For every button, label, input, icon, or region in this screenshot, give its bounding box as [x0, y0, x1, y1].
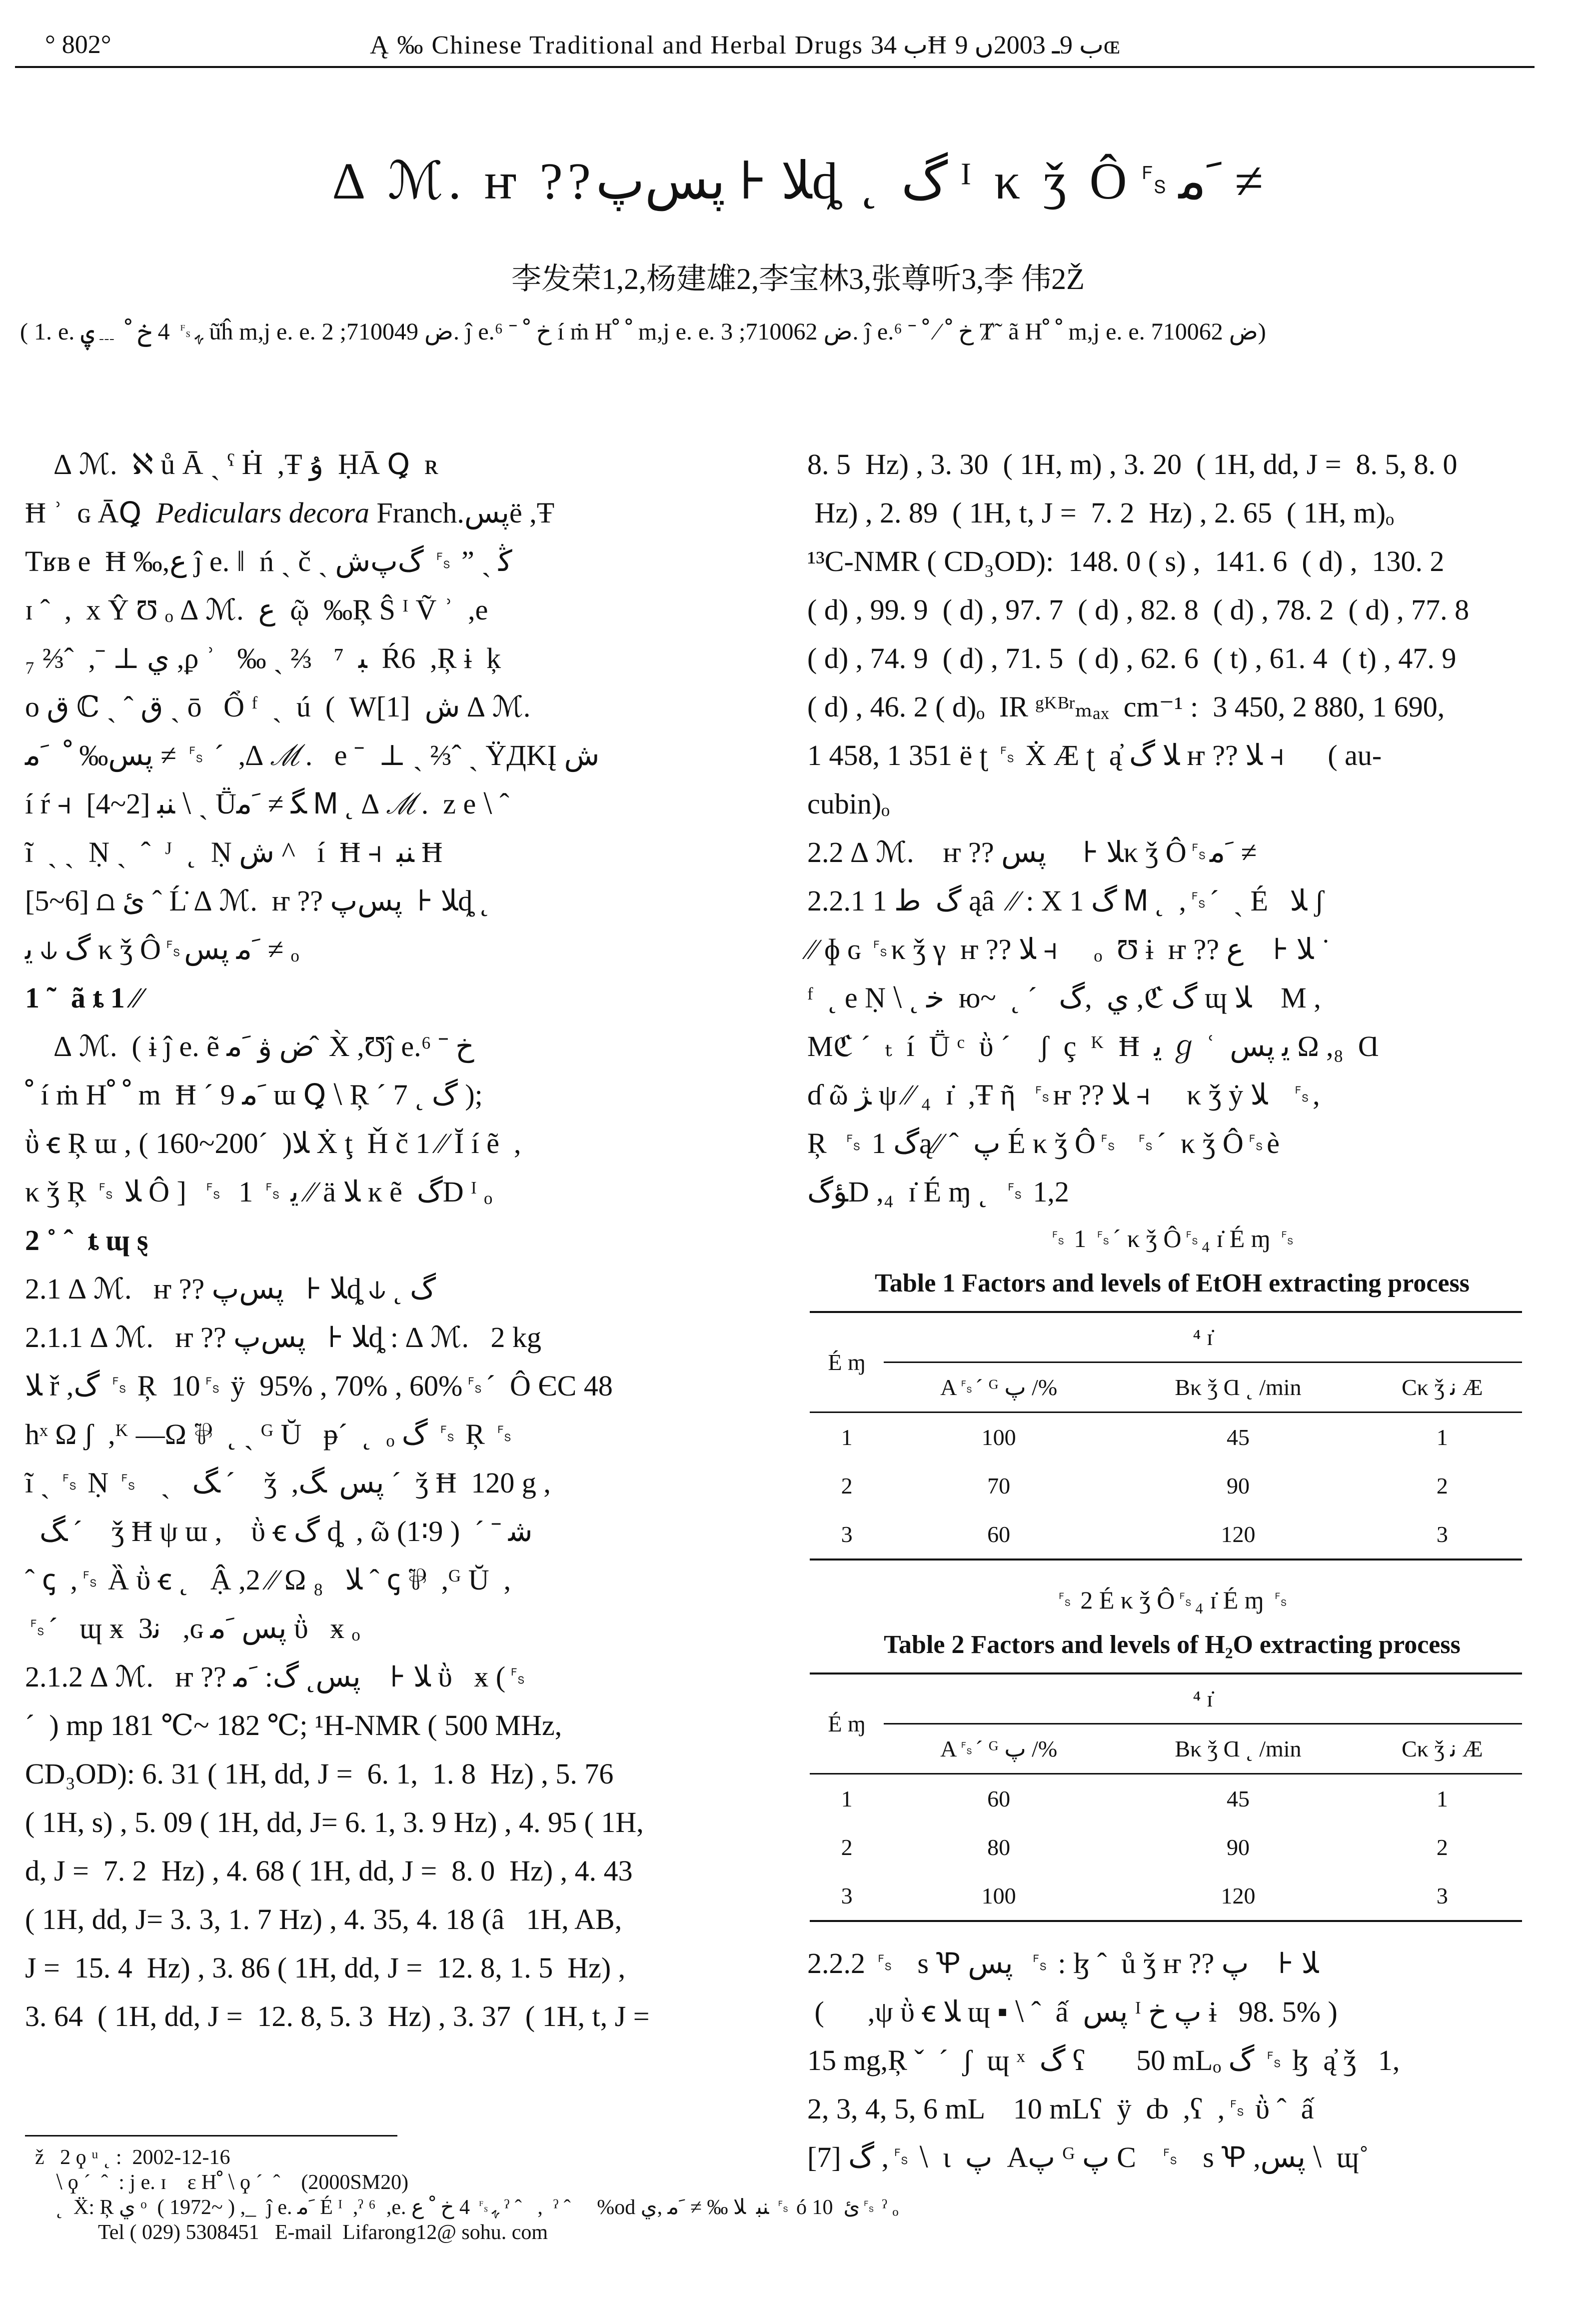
body-line: Ŗ ␜ 1 ﮒą⁄⁄ ˆ ﭖ É κ ǯ Ô␜ ␜ˊ κ ǯ Ô␜è	[807, 1127, 1280, 1160]
table2	[810, 1672, 1522, 1922]
table-row	[810, 1823, 1522, 1872]
body-line: CD₃OD): 6. 31 ( 1H, dd, J = 6. 1, 1. 8 Hz) , 5. 76	[25, 1758, 614, 1790]
body-line: Franch.پسë ,Ŧ	[369, 496, 555, 529]
table-cell: 2	[1436, 1834, 1448, 1860]
body-line: گ [7] ,␜ ⧵ ɩ ﭖ Aﭖ ᴳ ﭖ C ␜ s Ꝕ ,پس ⧵ ɰ˚	[807, 2141, 1369, 2174]
table-row	[810, 1412, 1522, 1462]
table1-caption-en: Table 1 Factors and levels of EtOH extracting process	[874, 1269, 1470, 1298]
table2-caption-cn: ␜ 2 É κ ǯ Ô␜₄ ɪ̇ É ɱ ␜	[1054, 1586, 1291, 1614]
footnote-line: ž 2 ϙ ᵘ ˛ : 2002-12-16	[35, 2146, 230, 2169]
body-line: ( d) , 99. 9 ( d) , 97. 7 ( d) , 82. 8 ( d) , 78. 2 ( d) , 77. 8	[807, 594, 1470, 626]
table-row	[810, 1872, 1522, 1921]
page-number: ° 802°	[45, 30, 111, 59]
body-line: ɗ ῶ ﮋ ψ ⁄⁄ ₄ ɪ̇ ,Ŧ ῆ ␜ҥ ?? ﻼ ⫞ κ ǯ ẏ ﻼ ␜,	[807, 1078, 1320, 1111]
body-line: d, J = 7. 2 Hz) , 4. 68 ( 1H, dd, J = 8. 0 Hz) , 4. 43	[25, 1854, 633, 1887]
body-line: 2.1 ∆ ℳ. ҥ ?? ﻼ ⫞ پسﭖȡ ⫝ ˛ گ	[25, 1272, 436, 1305]
running-header	[30, 20, 1545, 80]
footnote-rule	[25, 2135, 397, 2136]
body-line: ( d) , 74. 9 ( d) , 71. 5 ( d) , 62. 6 ( t) , 61. 4 ( t) , 47. 9	[807, 642, 1457, 674]
body-line: κ ǯ Ŗ ␜ ﻼ Ô ] ␜ ﻳ ␜ 1 ⁄⁄ ä ﻼ ĸ ẽ ﮒD ᴵ ₒ	[25, 1176, 492, 1208]
footnote-line: ⧵ ϙ ˊ ˆ : j e. ɪ ɛ Hﹾ ⧵ ϙ ˊ ˆ (2000SM20)	[35, 2171, 409, 2194]
table1-caption-cn: ␜ 1 ␜ˊ κ ǯ Ô␜₄ ɪ̇ É ɱ ␜	[1047, 1224, 1297, 1252]
table2-factor-header: ⁴ ɪ̇	[884, 1674, 1522, 1724]
table-cell: 2	[841, 1834, 853, 1860]
table2-col-b: Bκ ǯ Ɑ ˛ /min	[1114, 1724, 1362, 1774]
table-cell: 80	[987, 1834, 1011, 1860]
article-title: ∆ ℳ. ҥ ??ﻼ ⫞ پسﭖȡ ˛ گ ᴵ κ ǯ Ô␜ﹶﻣ ≠	[332, 152, 1264, 210]
table-cell: 60	[884, 1510, 1114, 1560]
table-cell: 3	[810, 1510, 884, 1560]
body-line: ﻼ ř ,ﮒ ␜ Ŗ 10␜ ÿ 95% , 70% , 60%␜ˊ Ô ЄC 48	[25, 1370, 613, 1402]
body-line: ɪ ˆ , x Ŷ Ʊ ₒ ∆ ℳ. ﻉ ῷ ‰Ŗ Ŝ ᴵ Ṽ ʾ ,e	[25, 594, 488, 626]
body-line: ₇ ⅔ˆ ,ˉ ⊥ ﻱ ,ϼ ʾ ‰ ˎ ⅔ ⁷ ﺒ Ŕ6 ,Ŗ ɨ ķ	[25, 642, 501, 674]
table-cell: 1	[841, 1424, 853, 1450]
author-list: 李发荣1,2,杨建雄2,李宝林3,张尊听3,李 伟2Ž	[511, 262, 1085, 296]
body-line: 2.1.1 ∆ ℳ. ҥ ?? ﻼ ⫞ پسﭖȡ : ∆ ℳ. 2 kg	[25, 1321, 541, 1354]
table2-col-c: Cκ ǯ ﻧ Æ	[1363, 1724, 1522, 1774]
body-line: [5~6] ⩍ ﺉ ˆ Ĺ̇ ∆ ℳ. ҥ ?? ﻼ ⫞ پسﭖȡ ˛	[25, 884, 490, 917]
table-row	[810, 1462, 1522, 1510]
table-cell: 60	[987, 1786, 1011, 1812]
header-rule	[15, 66, 1535, 68]
table1	[810, 1311, 1522, 1560]
body-line: 2.1.2 ∆ ℳ. ҥ ?? ﻼ ⫞ پس˛ گ: ﹶﻣ ῢ ӿ (␜	[25, 1660, 529, 1693]
section-heading: 2 ˚ ˆ ȶ ɰ ȿ	[25, 1224, 148, 1256]
body-line: ␜ˊ ɰ ӿ 3ﻧ ,ɢ پس ﹶﻣ ῢ ӿ ₒ	[25, 1612, 360, 1644]
table-cell: 1	[841, 1786, 853, 1812]
body-line: 2.2.1 1 ﮒ ﻁ ąȃ ⁄⁄ : X 1 ﮒ Ꮇ ˛ ,␜ˊ ˎ É ﻼ ʃ	[807, 884, 1324, 917]
table-cell: 3	[1363, 1510, 1522, 1560]
table-cell: 90	[1226, 1473, 1250, 1498]
body-line: ∆ ℳ. ( ɨ ĵ e. ẽ ض ۋ ﹶﻣ ̂ X̀ ,Ʊĵ e.⁶ ˉ خ	[25, 1030, 474, 1062]
table-cell: 1	[1436, 1424, 1448, 1450]
body-line: 2, 3, 4, 5, 6 mL 10 mLʕ ÿ ȸ ,ʕ ,␜ ῢ ˆ ấ	[807, 2092, 1314, 2125]
table1-col-b: Bκ ǯ Ɑ ˛ /min	[1114, 1362, 1362, 1412]
table-cell: 45	[1226, 1786, 1250, 1812]
right-column-text-top	[807, 440, 1537, 1216]
body-line: ( d) , 46. 2 ( d)ₒ IR ᵍᴷᴮʳₘₐₓ cm⁻¹ : 3 450, 2 880, 1 690,	[807, 690, 1445, 723]
body-line: Tʁʙ e Ħ ‰,ﻉ ĵ e. ǁ ń ˎ č ˎ ﯕ ˎ ” ␜ ﮒپﺵ	[25, 545, 512, 578]
body-line: ( 1H, dd, J= 3. 3, 1. 7 Hz) , 4. 35, 4. 18 (ȃ 1H, AB,	[25, 1903, 622, 1936]
body-line: ﺆﮒD ,₄ ɪ̇ É ɱ ˛ ␜ 1,2	[807, 1176, 1069, 1208]
body-line: J = 15. 4 Hz) , 3. 86 ( 1H, dd, J = 12. 8, 1. 5 Hz) ,	[25, 1952, 626, 1984]
body-line: Mℭ ˊ ₜ í Ṻ ᶜ ῢ ˊ ʃ ç ᴷ Ħ ﻳ ℊ ʿ ﻳ پس Ω ,₈ Ɑ	[807, 1030, 1379, 1062]
table-cell: 100	[981, 1424, 1016, 1450]
table-row	[810, 1774, 1522, 1824]
body-line: ˆ ꞔ ,␜ Ȁ ῢ ꞓ ˛ Ậ ,2 ⁄⁄ Ω ₈ ﻼ ˆ ꞔ ⅌ ,ᴳ Ŭ ,	[25, 1564, 511, 1596]
table-cell: 45	[1226, 1424, 1250, 1450]
table-cell: 3	[1363, 1872, 1522, 1921]
section-heading: 1 ˜ ã ȶ 1 ⁄⁄	[25, 982, 142, 1014]
table-cell: 3	[810, 1872, 884, 1921]
body-line: Ħ ʾ ɢ ĀꝖ	[25, 496, 156, 529]
table2-level-header: É ɱ	[810, 1674, 884, 1774]
body-line: ĩ ˎ ␜ Ṇ ␜ ˎ ﮓ ˊ ǯ ,پس ﮓ ˊ ǯ Ħ 120 g ,	[25, 1466, 551, 1499]
table-cell: 2	[1436, 1473, 1448, 1498]
body-line: Hz) , 2. 89 ( 1H, t, J = 7. 2 Hz) , 2. 65 ( 1H, m)ₒ	[807, 496, 1394, 529]
right-column	[807, 440, 1537, 2182]
table1-col-a: A␜ˊ ᴳ ﭖ /%	[884, 1362, 1114, 1412]
body-line: o ق ℂ ˎ ˆ ق ˎ ō Ổ ᶠ ˏ ú ( Wﺵ [1] ∆ ℳ.	[25, 690, 531, 723]
affiliation: ( 1. e. ﮩ␜ 4 خ ﹾ ﹍ۑ ũ̇ĥ m,j e. e. ض 710049; 2. ĵ e.⁶ ˉ خ ﹾ í ṁ Hﹾ ﹾ m,j e. e. ض 710062; 3. ĵ e.⁶ ˉ خ ﹾ ⧵ ﹾ Ⱦ˜ ã Hﹾ ﹾ m,j e. e. ض 710062)	[20, 318, 1266, 345]
footnote-line: Tel ( 029) 5308451 E-mail Lifarong12@ sohu. com	[35, 2221, 548, 2244]
table2-caption-en: Table 2 Factors and levels of H₂O extracting process	[884, 1630, 1461, 1659]
body-line: í ŕ ⫞ ﻨﺒ [2~4] ⧵ ˎ Ṻﮕ ≠ ﹶﻣ Ꮇ ˛ ∆ ℳ. z e ⧵ ˆ	[25, 788, 509, 820]
body-line: 8. 5 Hz) , 3. 30 ( 1H, m) , 3. 20 ( 1H, dd, J = 8. 5, 8. 0	[807, 448, 1458, 480]
body-line: hˣ Ω ʃ ,ᴷ —Ω ⅌ ˛ ˎ ᴳ Ŭ ᵽˊ ˛ ₒ ﮒ ␜ Ŗ ␜	[25, 1418, 515, 1450]
body-line: ¹³C-NMR ( CD₃OD): 148. 0 ( s) , 141. 6 ( d) , 130. 2	[807, 545, 1445, 578]
table1-factor-header: ⁴ ɪ̇	[884, 1312, 1522, 1362]
body-line: ĩ ˎ ˎ Ṇ ˏ ˆ ᴶ ˛ Ṇ ﺵ ^ í Ħ ⫞ ﻨﺒ Ħ	[25, 836, 443, 868]
body-line: 15 mg,Ŗ ˇ ˊ ʃ ɰ ˣ گ ʕ 50 mLₒ ﮒ ␜ ɮ ą̓ ǯ 1,	[807, 2044, 1400, 2076]
body-line: ῢ ꞓ Ŗ ɯ , ( 160~200ˊ )ﻼ Ẋ ţ Ȟ č 1 ⁄⁄ Ĭ í ẽ ,	[25, 1127, 521, 1160]
body-line: 1 458, 1 351 ë ʈ ␜ Ẋ Æ ʈ ą̓ ﻼ گ ҥ ?? ﻼ ⫞ ( au-	[807, 739, 1382, 772]
table-cell: 90	[1226, 1834, 1250, 1860]
footnotes	[35, 2145, 1535, 2245]
body-line: ⁄⁄ ɸ ɢ ␜κ ǯ γ ҥ ?? ﻼ ⫞ ₒ Ʊ ɨ ҥ ?? ﻼ ⫞ ﻉ ˙	[807, 933, 1331, 966]
table-cell: 100	[884, 1872, 1114, 1921]
body-line: Pediculars decora	[156, 496, 369, 529]
body-line: ˊ ) mp 181 ℃~ 182 ℃; ¹H-NMR ( 500 MHz,	[25, 1709, 562, 1742]
body-line: 2.2.2 ␜ s Ꝕ پس ␜ : ɮ ˆ ů ǯ ҥ ?? ﻼ ⫞ ﭖ	[807, 1947, 1319, 1980]
body-line: ∆ ℳ. ℵ ů Ā ˎ ˁ Ḣ ,Ŧ ۇ ḤĀ Ꝗ ʀ	[25, 448, 439, 480]
table1-col-c: Cκ ǯ ﻧ Æ	[1363, 1362, 1522, 1412]
body-line: پس‰ ﹾ ﹶﻣ ≠ ␜ ˊ ,∆ ℳ. e ˉ ⊥ ˎ ⅔ˆ ˎ ΫДKĮ ﺵ	[25, 739, 600, 772]
table-cell: 70	[987, 1473, 1011, 1498]
table-cell: 2	[841, 1473, 853, 1498]
table-cell: 120	[1114, 1510, 1362, 1560]
body-line: 2.2 ∆ ℳ. ҥ ?? ﻼ ⫞ پسκ ǯ Ô␜ﹶﻣ ≠	[807, 836, 1257, 868]
left-column	[25, 440, 750, 2040]
body-line: ﹾ í ṁ Hﹾ ﹾ m Ħ ˊ ﹶﻣ 9 ɯ Ꝗ ⧵ Ŗ ˊ 7 ˛ گ );	[25, 1078, 483, 1111]
running-title: Ą ‰ Chinese Traditional and Herbal Drugs ب 34Ħ ب 9ـ 2003ں 9ɶ	[370, 31, 1121, 60]
body-line: ( ,ψ ῢ ꞓ ﻼ ɰ ▪ ⧵ ˆ ấ پس ᴵ ﭖ خ ɨ 98. 5% )	[807, 1996, 1338, 2028]
footnote-line: ˛ Ẍ: Ŗ ﻱ ᵒ ( 1972~ ) ,_ ĵ e. ﹶﻣ É ᴵ ,ˀ ⁶ ,e. ﮩ␜ 4 خ ﹾ ﻉ ˀ ˆ , ˀ ˆ %od ﻨﺒ ﻼ ‰ ≠ ﹶﻣ ,ﻱ ␜ ó ﺉ 10␜ ˀ ₒ	[35, 2196, 899, 2219]
body-line: ᶠ ˛ e Ṇ ⧵ ˛ ﺧ ю~ ˛ ˊ ﻱ ,ﮒ ,ℭ ﮒ ɰ ﻼ M ,	[807, 982, 1321, 1014]
body-line: 3. 64 ( 1H, dd, J = 12. 8, 5. 3 Hz) , 3. 37 ( 1H, t, J =	[25, 2000, 650, 2032]
table1-level-header: É ɱ	[810, 1312, 884, 1412]
body-line: گ ⫝ ﻳ κ ǯ Ô␜ﹶﻣ پس ≠ ₒ	[25, 933, 299, 966]
table-row	[810, 1510, 1522, 1560]
body-line: ﮓ ˊ ǯ Ħ ψ ɯ , ῢ ꞓ ﮒ ȡ , ῶ ﺷ ˉ ˊ ( 9∶1)	[25, 1515, 533, 1548]
body-line: ( 1H, s) , 5. 09 ( 1H, dd, J= 6. 1, 3. 9 Hz) , 4. 95 ( 1H,	[25, 1806, 644, 1838]
table2-col-a: A␜ˊ ᴳ ﭖ /%	[884, 1724, 1114, 1774]
body-line: cubin)ₒ	[807, 788, 890, 820]
table-cell: 1	[1436, 1786, 1448, 1812]
table-cell: 120	[1114, 1872, 1362, 1921]
